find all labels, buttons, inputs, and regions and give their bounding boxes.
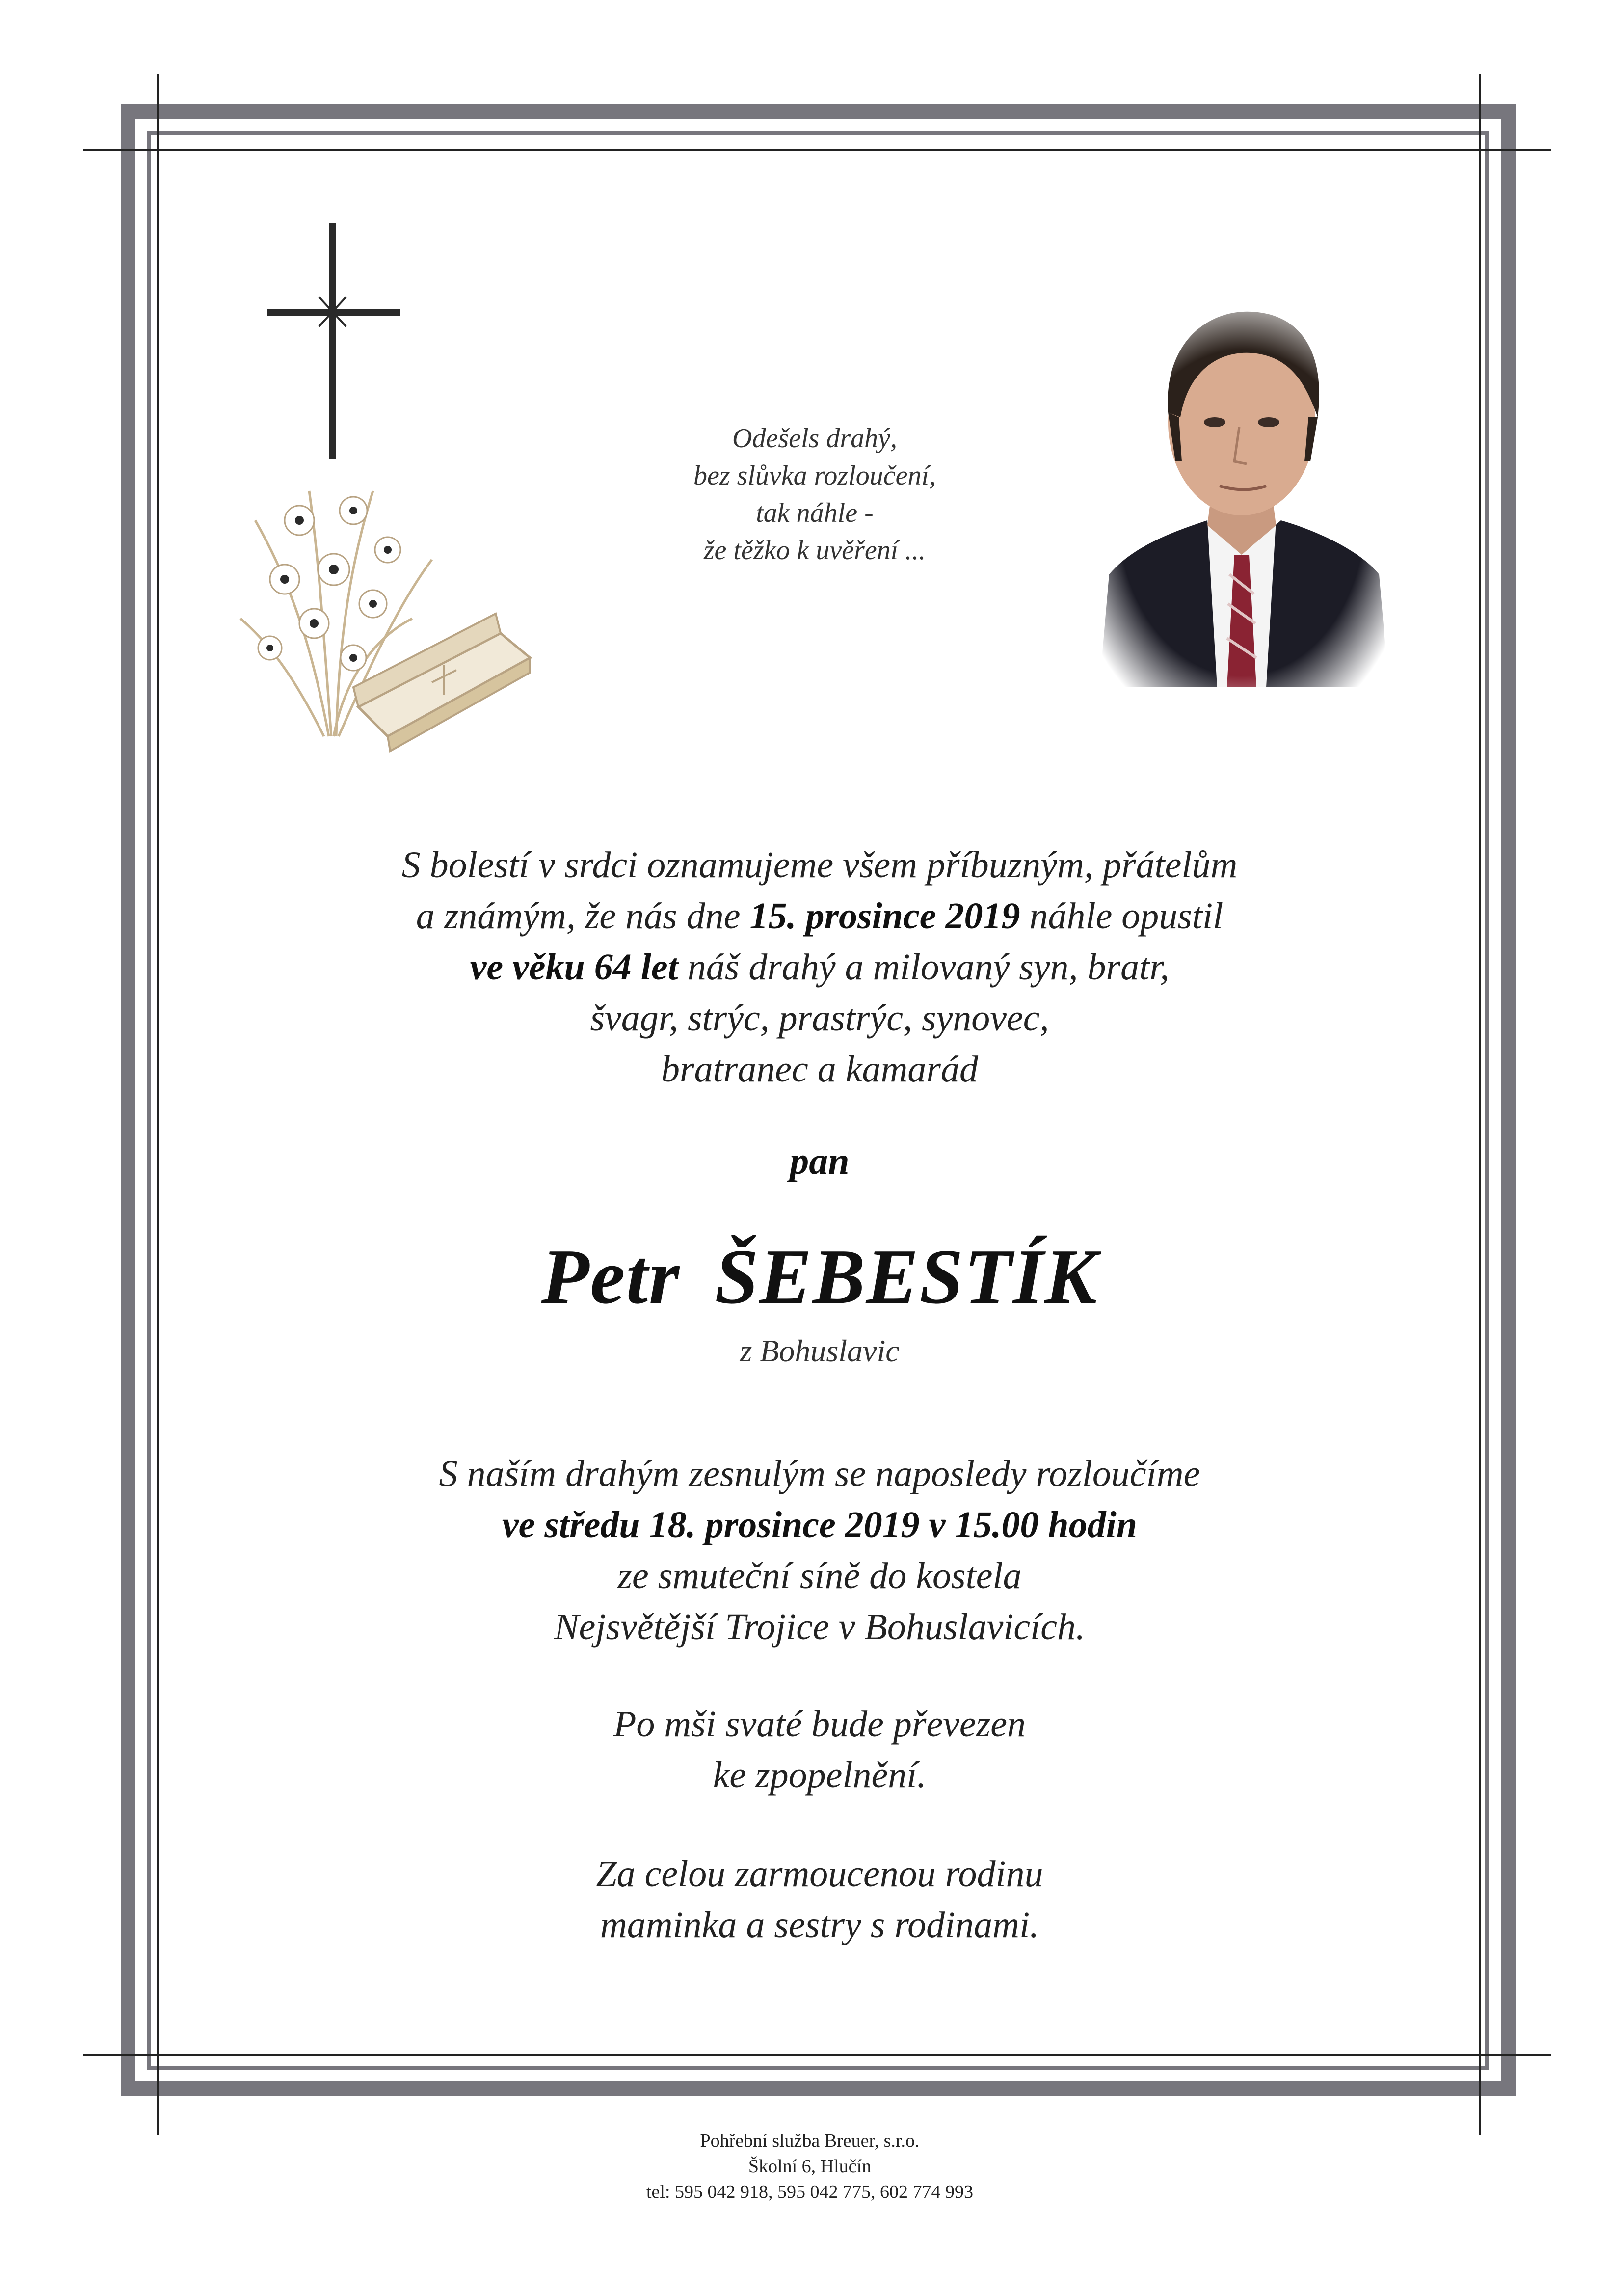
deceased-name	[162, 1232, 1477, 1321]
cremation-note	[162, 1699, 1477, 1801]
signature	[162, 1848, 1477, 1950]
announcement-line	[162, 891, 1477, 942]
announcement-text: a známým, že nás dne	[416, 895, 750, 937]
cross-flowers-book-icon	[226, 216, 545, 756]
announcement-text: náš drahý a milovaný syn, bratr,	[678, 946, 1170, 988]
cremation-line: ke zpopelnění.	[713, 1755, 927, 1796]
age: ve věku 64 let	[470, 946, 678, 988]
last-name: ŠEBESTÍK	[715, 1233, 1098, 1320]
deceased-origin: z Bohuslavic	[740, 1333, 900, 1368]
right-rule	[1479, 74, 1481, 2135]
poem-line: Odešels drahý,	[732, 423, 897, 454]
portrait-photo	[1094, 299, 1389, 687]
signature-line: maminka a sestry s rodinami.	[600, 1904, 1039, 1945]
death-date: 15. prosince 2019	[749, 895, 1020, 937]
announcement-line: švagr, strýc, prastrýc, synovec,	[590, 998, 1049, 1039]
poem-line: že těžko k uvěření ...	[703, 535, 926, 566]
top-rule	[83, 149, 1551, 151]
poem-line: bez slůvka rozloučení,	[693, 460, 936, 491]
announcement	[162, 839, 1477, 1095]
poem-line: tak náhle -	[756, 498, 874, 528]
bottom-rule	[83, 2054, 1551, 2056]
ceremony-line: S naším drahým zesnulým se naposledy rozloučíme	[439, 1453, 1200, 1494]
announcement-line	[162, 942, 1477, 993]
funeral-service-footer	[491, 2128, 1129, 2205]
footer-phones: tel: 595 042 918, 595 042 775, 602 774 993	[646, 2182, 974, 2202]
footer-company: Pohřební služba Breuer, s.r.o.	[700, 2131, 920, 2151]
footer-address: Školní 6, Hlučín	[748, 2156, 872, 2177]
cremation-line: Po mši svaté bude převezen	[613, 1703, 1026, 1745]
first-name: Petr	[541, 1233, 681, 1320]
ceremony-line: Nejsvětější Trojice v Bohuslavicích.	[554, 1606, 1086, 1648]
signature-line: Za celou zarmoucenou rodinu	[596, 1853, 1043, 1894]
ceremony-line: ze smuteční síně do kostela	[617, 1555, 1022, 1596]
ceremony-line	[162, 1499, 1477, 1550]
ceremony-datetime: ve středu 18. prosince 2019 v 15.00 hodin	[502, 1504, 1138, 1545]
title-word: pan	[790, 1139, 850, 1182]
announcement-line: S bolestí v srdci oznamujeme všem příbuzným, přátelům	[401, 844, 1238, 886]
announcement-text: náhle opustil	[1020, 895, 1224, 937]
left-rule	[157, 74, 159, 2135]
ceremony	[162, 1448, 1477, 1652]
announcement-line: bratranec a kamarád	[661, 1049, 978, 1090]
poem	[618, 420, 1011, 569]
